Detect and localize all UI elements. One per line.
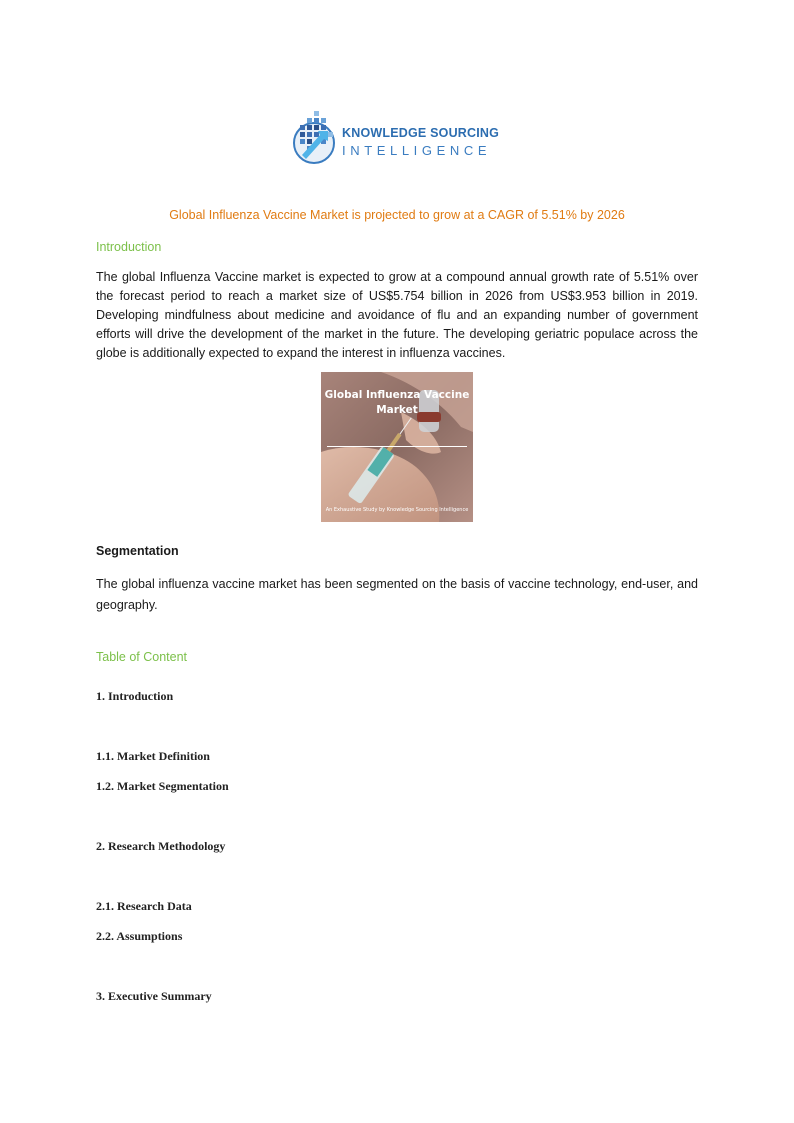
toc-item: 1.1. Market Definition xyxy=(96,749,210,763)
cover-title xyxy=(321,388,473,418)
logo-text-line1: KNOWLEDGE SOURCING xyxy=(342,126,500,140)
cover-title-line2: Market xyxy=(376,404,418,416)
introduction-paragraph: The global Influenza Vaccine market is expected to grow at a compound annual growth rate of 5.51% over the forecast period to reach a market size of US$5.754 billion in 2026 from US$3.953 billion in 2019. Developing mindfulness about medicine and avoidance of flu and an expanding number of government efforts will drive the development of the market in the future. The developing geriatric populace across the globe is additionally expected to expand the interest in influenza vaccines. xyxy=(96,270,698,360)
report-cover-image xyxy=(321,372,473,522)
introduction-heading: Introduction xyxy=(96,240,162,254)
segmentation-paragraph: The global influenza vaccine market has been segmented on the basis of vaccine technology, end-user, and geography. xyxy=(96,577,698,612)
segmentation-heading: Segmentation xyxy=(96,544,179,558)
toc-item: 3. Executive Summary xyxy=(96,989,212,1003)
toc-item: 2.1. Research Data xyxy=(96,899,192,913)
cover-caption: An Exhaustive Study by Knowledge Sourcing Intelligence xyxy=(325,507,469,513)
logo-mark-icon xyxy=(292,105,338,165)
document-title: Global Influenza Vaccine Market is projected to grow at a CAGR of 5.51% by 2026 xyxy=(169,208,625,222)
logo-text-line2: INTELLIGENCE xyxy=(342,143,492,158)
toc-item: 1.2. Market Segmentation xyxy=(96,779,229,793)
toc-item: 2.2. Assumptions xyxy=(96,929,183,943)
cover-divider xyxy=(327,446,467,447)
toc-item: 2. Research Methodology xyxy=(96,839,226,853)
company-logo xyxy=(292,105,508,165)
toc-heading: Table of Content xyxy=(96,650,188,664)
cover-title-line1: Global Influenza Vaccine xyxy=(324,389,470,401)
toc-item: 1. Introduction xyxy=(96,689,174,703)
